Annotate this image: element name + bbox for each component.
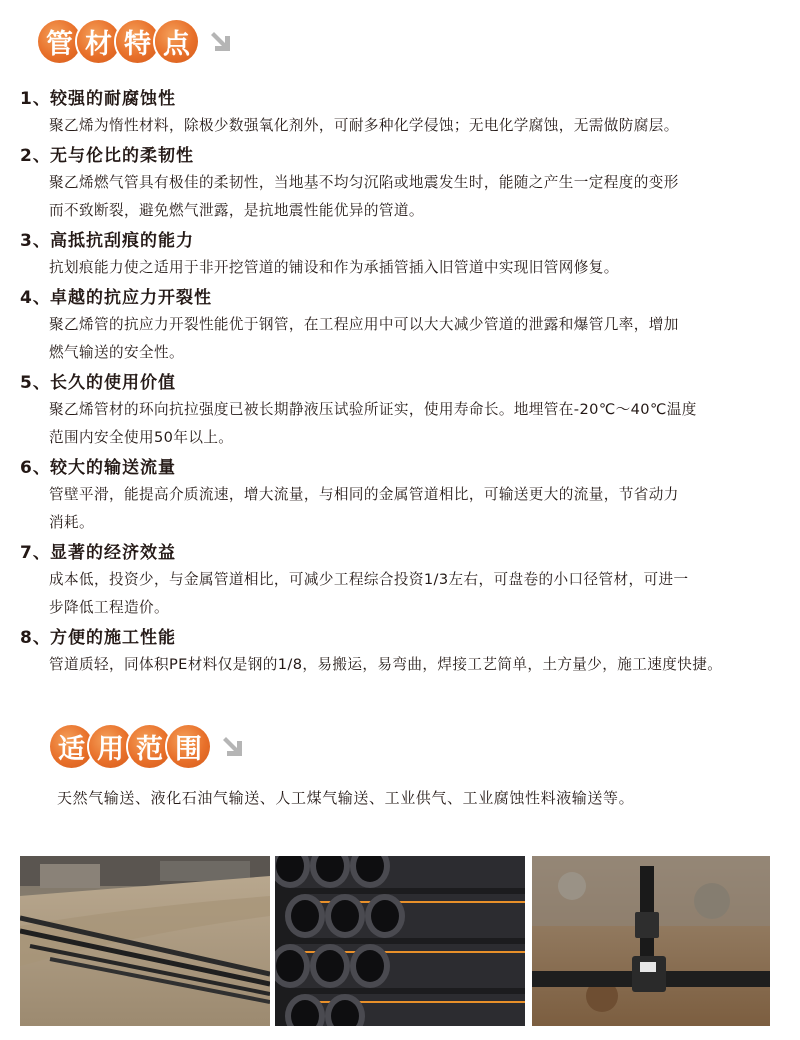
- feature-description-line: 成本低，投资少，与金属管道相比，可减少工程综合投资1/3左右，可盘卷的小口径管材，可进一: [49, 571, 689, 588]
- feature-description-line: 聚乙烯管材的环向抗拉强度已被长期静液压试验所证实，使用寿命长。地埋管在-20℃～40℃温度: [49, 401, 697, 418]
- feature-description-line: 管道质轻，同体积PE材料仅是钢的1/8，易搬运，易弯曲，焊接工艺简单，土方量少，施工速度快捷。: [49, 656, 723, 673]
- heading-char: 适: [50, 725, 93, 768]
- feature-description-line: 消耗。: [49, 514, 94, 531]
- feature-item: [20, 370, 790, 452]
- feature-description-line: 步降低工程造价。: [49, 599, 169, 616]
- photo-strip: [20, 856, 770, 1026]
- arrow-down-right-icon: [208, 29, 234, 55]
- feature-description-line: 而不致断裂，避免燃气泄露，是抗地震性能优异的管道。: [49, 202, 424, 219]
- feature-number: 3、: [20, 231, 51, 251]
- feature-title-text: 卓越的抗应力开裂性: [50, 288, 212, 308]
- photo-pipe-tee-in-trench: [532, 856, 770, 1026]
- feature-title-text: 较强的耐腐蚀性: [50, 89, 176, 109]
- feature-number: 1、: [20, 89, 51, 109]
- features-heading-circles: [38, 20, 194, 63]
- feature-title-text: 高抵抗刮痕的能力: [50, 231, 194, 251]
- scope-heading-circles: [50, 725, 206, 768]
- feature-title: [20, 625, 790, 651]
- feature-title-text: 无与伦比的柔韧性: [50, 146, 194, 166]
- feature-title: [20, 455, 790, 481]
- heading-char: 材: [77, 20, 120, 63]
- feature-title-text: 显著的经济效益: [50, 543, 176, 563]
- feature-description-line: 燃气输送的安全性。: [49, 344, 184, 361]
- feature-title: [20, 540, 790, 566]
- feature-title: [20, 228, 790, 254]
- feature-number: 4、: [20, 288, 51, 308]
- heading-char: 点: [155, 20, 198, 63]
- feature-title: [20, 86, 790, 112]
- feature-number: 7、: [20, 543, 51, 563]
- heading-char: 用: [89, 725, 132, 768]
- feature-number: 2、: [20, 146, 51, 166]
- feature-title: [20, 285, 790, 311]
- feature-item: [20, 86, 790, 140]
- feature-description-line: 聚乙烯管的抗应力开裂性能优于钢管，在工程应用中可以大大减少管道的泄露和爆管几率，增加: [49, 316, 679, 333]
- feature-item: [20, 285, 790, 367]
- feature-item: [20, 143, 790, 225]
- heading-char: 特: [116, 20, 159, 63]
- feature-title-text: 长久的使用价值: [50, 373, 176, 393]
- feature-item: [20, 455, 790, 537]
- features-heading: [38, 20, 234, 63]
- arrow-down-right-icon: [220, 734, 246, 760]
- feature-title: [20, 143, 790, 169]
- feature-title-text: 较大的输送流量: [50, 458, 176, 478]
- feature-item: [20, 540, 790, 622]
- feature-item: [20, 625, 790, 679]
- feature-description-line: 聚乙烯为惰性材料，除极少数强氧化剂外，可耐多种化学侵蚀；无电化学腐蚀，无需做防腐层。: [49, 117, 679, 134]
- feature-description-line: 抗划痕能力使之适用于非开挖管道的铺设和作为承插管插入旧管道中实现旧管网修复。: [49, 259, 619, 276]
- heading-char: 范: [128, 725, 171, 768]
- feature-title: [20, 370, 790, 396]
- feature-number: 5、: [20, 373, 51, 393]
- feature-description-line: 聚乙烯燃气管具有极佳的柔韧性，当地基不均匀沉陷或地震发生时，能随之产生一定程度的变形: [49, 174, 679, 191]
- feature-description-line: 管壁平滑，能提高介质流速，增大流量，与相同的金属管道相比，可输送更大的流量，节省动力: [49, 486, 679, 503]
- heading-char: 围: [167, 725, 210, 768]
- features-list: [20, 86, 790, 682]
- feature-item: [20, 228, 790, 282]
- feature-number: 8、: [20, 628, 51, 648]
- feature-title-text: 方便的施工性能: [50, 628, 176, 648]
- feature-number: 6、: [20, 458, 51, 478]
- scope-heading: [50, 725, 246, 768]
- photo-pipes-on-site: [20, 856, 270, 1026]
- feature-description-line: 范围内安全使用50年以上。: [49, 429, 234, 446]
- heading-char: 管: [38, 20, 81, 63]
- photo-pipe-stack: [275, 856, 525, 1026]
- scope-text: 天然气输送、液化石油气输送、人工煤气输送、工业供气、工业腐蚀性料液输送等。: [57, 789, 635, 807]
